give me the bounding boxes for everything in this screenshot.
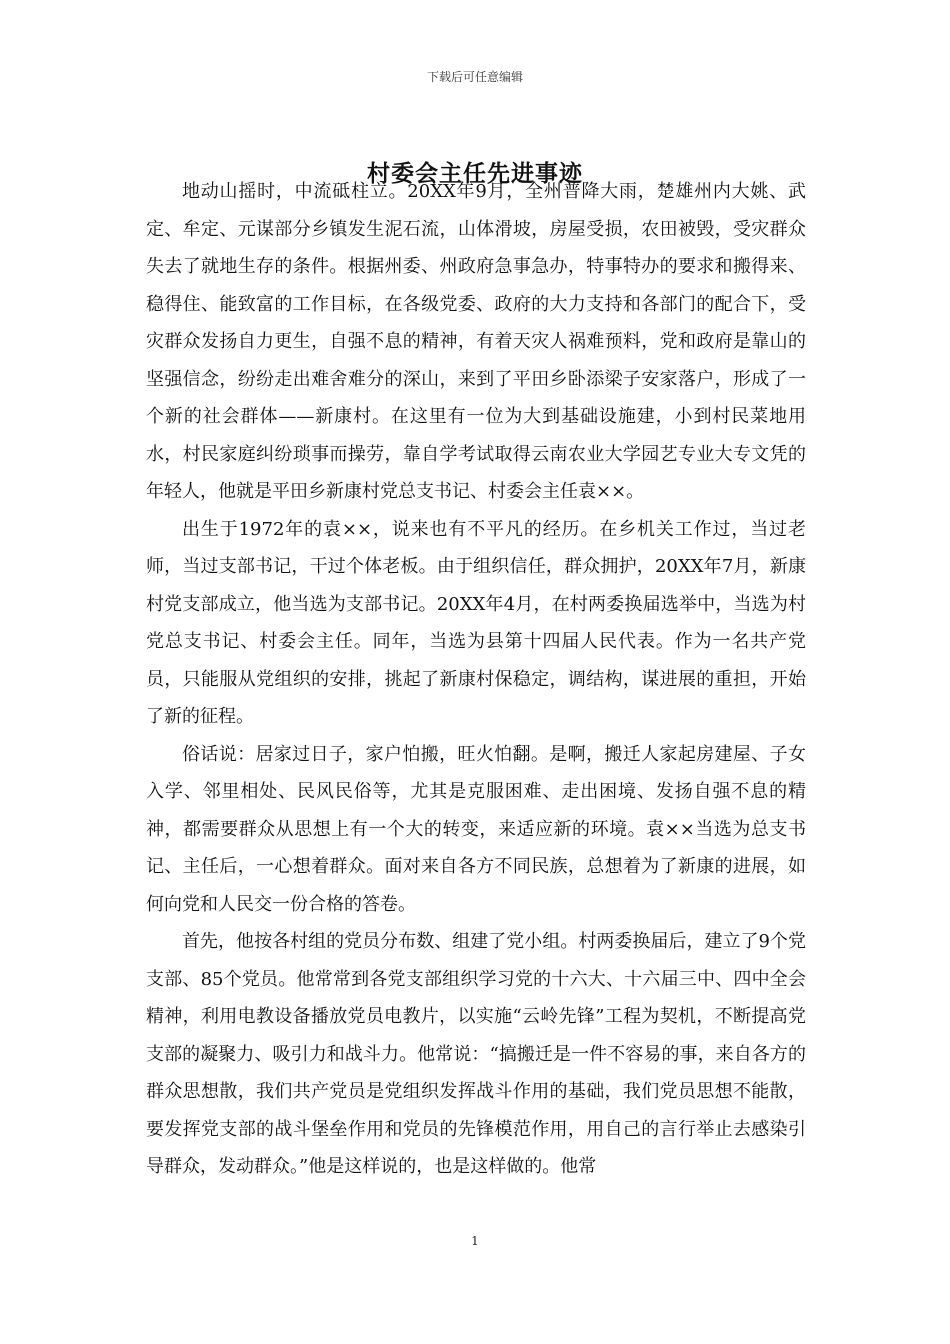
document-body bbox=[146, 173, 806, 1186]
paragraph-2: 出生于1972年的袁××，说来也有不平凡的经历。在乡机关工作过，当过老师，当过支部书记，干过个体老板。由于组织信任，群众拥护，20XX年7月，新康村党支部成立，他当选为支部书记。20XX年4月，在村两委换届选举中，当选为村党总支书记、村委会主任。同年，当选为县第十四届人民代表。作为一名共产党员，只能服从党组织的安排，挑起了新康村保稳定，调结构，谋进展的重担，开始了新的征程。 bbox=[146, 518, 806, 727]
page-number: 1 bbox=[471, 1234, 479, 1248]
paragraph-3: 俗话说：居家过日子，家户怕搬，旺火怕翻。是啊，搬迁人家起房建屋、子女入学、邻里相处、民风民俗等，尤其是克服困难、走出困境、发扬自强不息的精神，都需要群众从思想上有一个大的转变，来适应新的环境。袁××当选为总支书记、主任后，一心想着群众。面对来自各方不同民族，总想着为了新康的进展，如何向党和人民交一份合格的答卷。 bbox=[146, 743, 806, 915]
page-header: 下载后可任意编辑 bbox=[426, 70, 523, 84]
document-title: 村委会主任先进事迹 bbox=[367, 161, 583, 187]
paragraph-1: 地动山摇时，中流砥柱立。20XX年9月，全州普降大雨，楚雄州内大姚、武定、牟定、元谋部分乡镇发生泥石流，山体滑坡，房屋受损，农田被毁，受灾群众失去了就地生存的条件。根据州委、州政府急事急办，特事特办的要求和搬得来、稳得住、能致富的工作目标，在各级党委、政府的大力支持和各部门的配合下，受灾群众发扬自力更生，自强不息的精神，有着天灾人祸难预料，党和政府是靠山的坚强信念，纷纷走出难舍难分的深山，来到了平田乡卧添梁子安家落户，形成了一个新的社会群体——新康村。在这里有一位为大到基础设施建，小到村民菜地用水，村民家庭纠纷琐事而操劳，靠自学考试取得云南农业大学园艺专业大专文凭的年轻人，他就是平田乡新康村党总支书记、村委会主任袁××。 bbox=[146, 181, 806, 502]
paragraph-4: 首先，他按各村组的党员分布数、组建了党小组。村两委换届后，建立了9个党支部、85个党员。他常常到各党支部组织学习党的十六大、十六届三中、四中全会精神，利用电教设备播放党员电教片，以实施“云岭先锋”工程为契机，不断提高党支部的凝聚力、吸引力和战斗力。他常说：“搞搬迁是一件不容易的事，来自各方的群众思想散，我们共产党员是党组织发挥战斗作用的基础，我们党员思想不能散，要发挥党支部的战斗堡垒作用和党员的先锋模范作用，用自己的言行举止去感染引导群众，发动群众。”他是这样说的，也是这样做的。他常 bbox=[146, 931, 806, 1177]
